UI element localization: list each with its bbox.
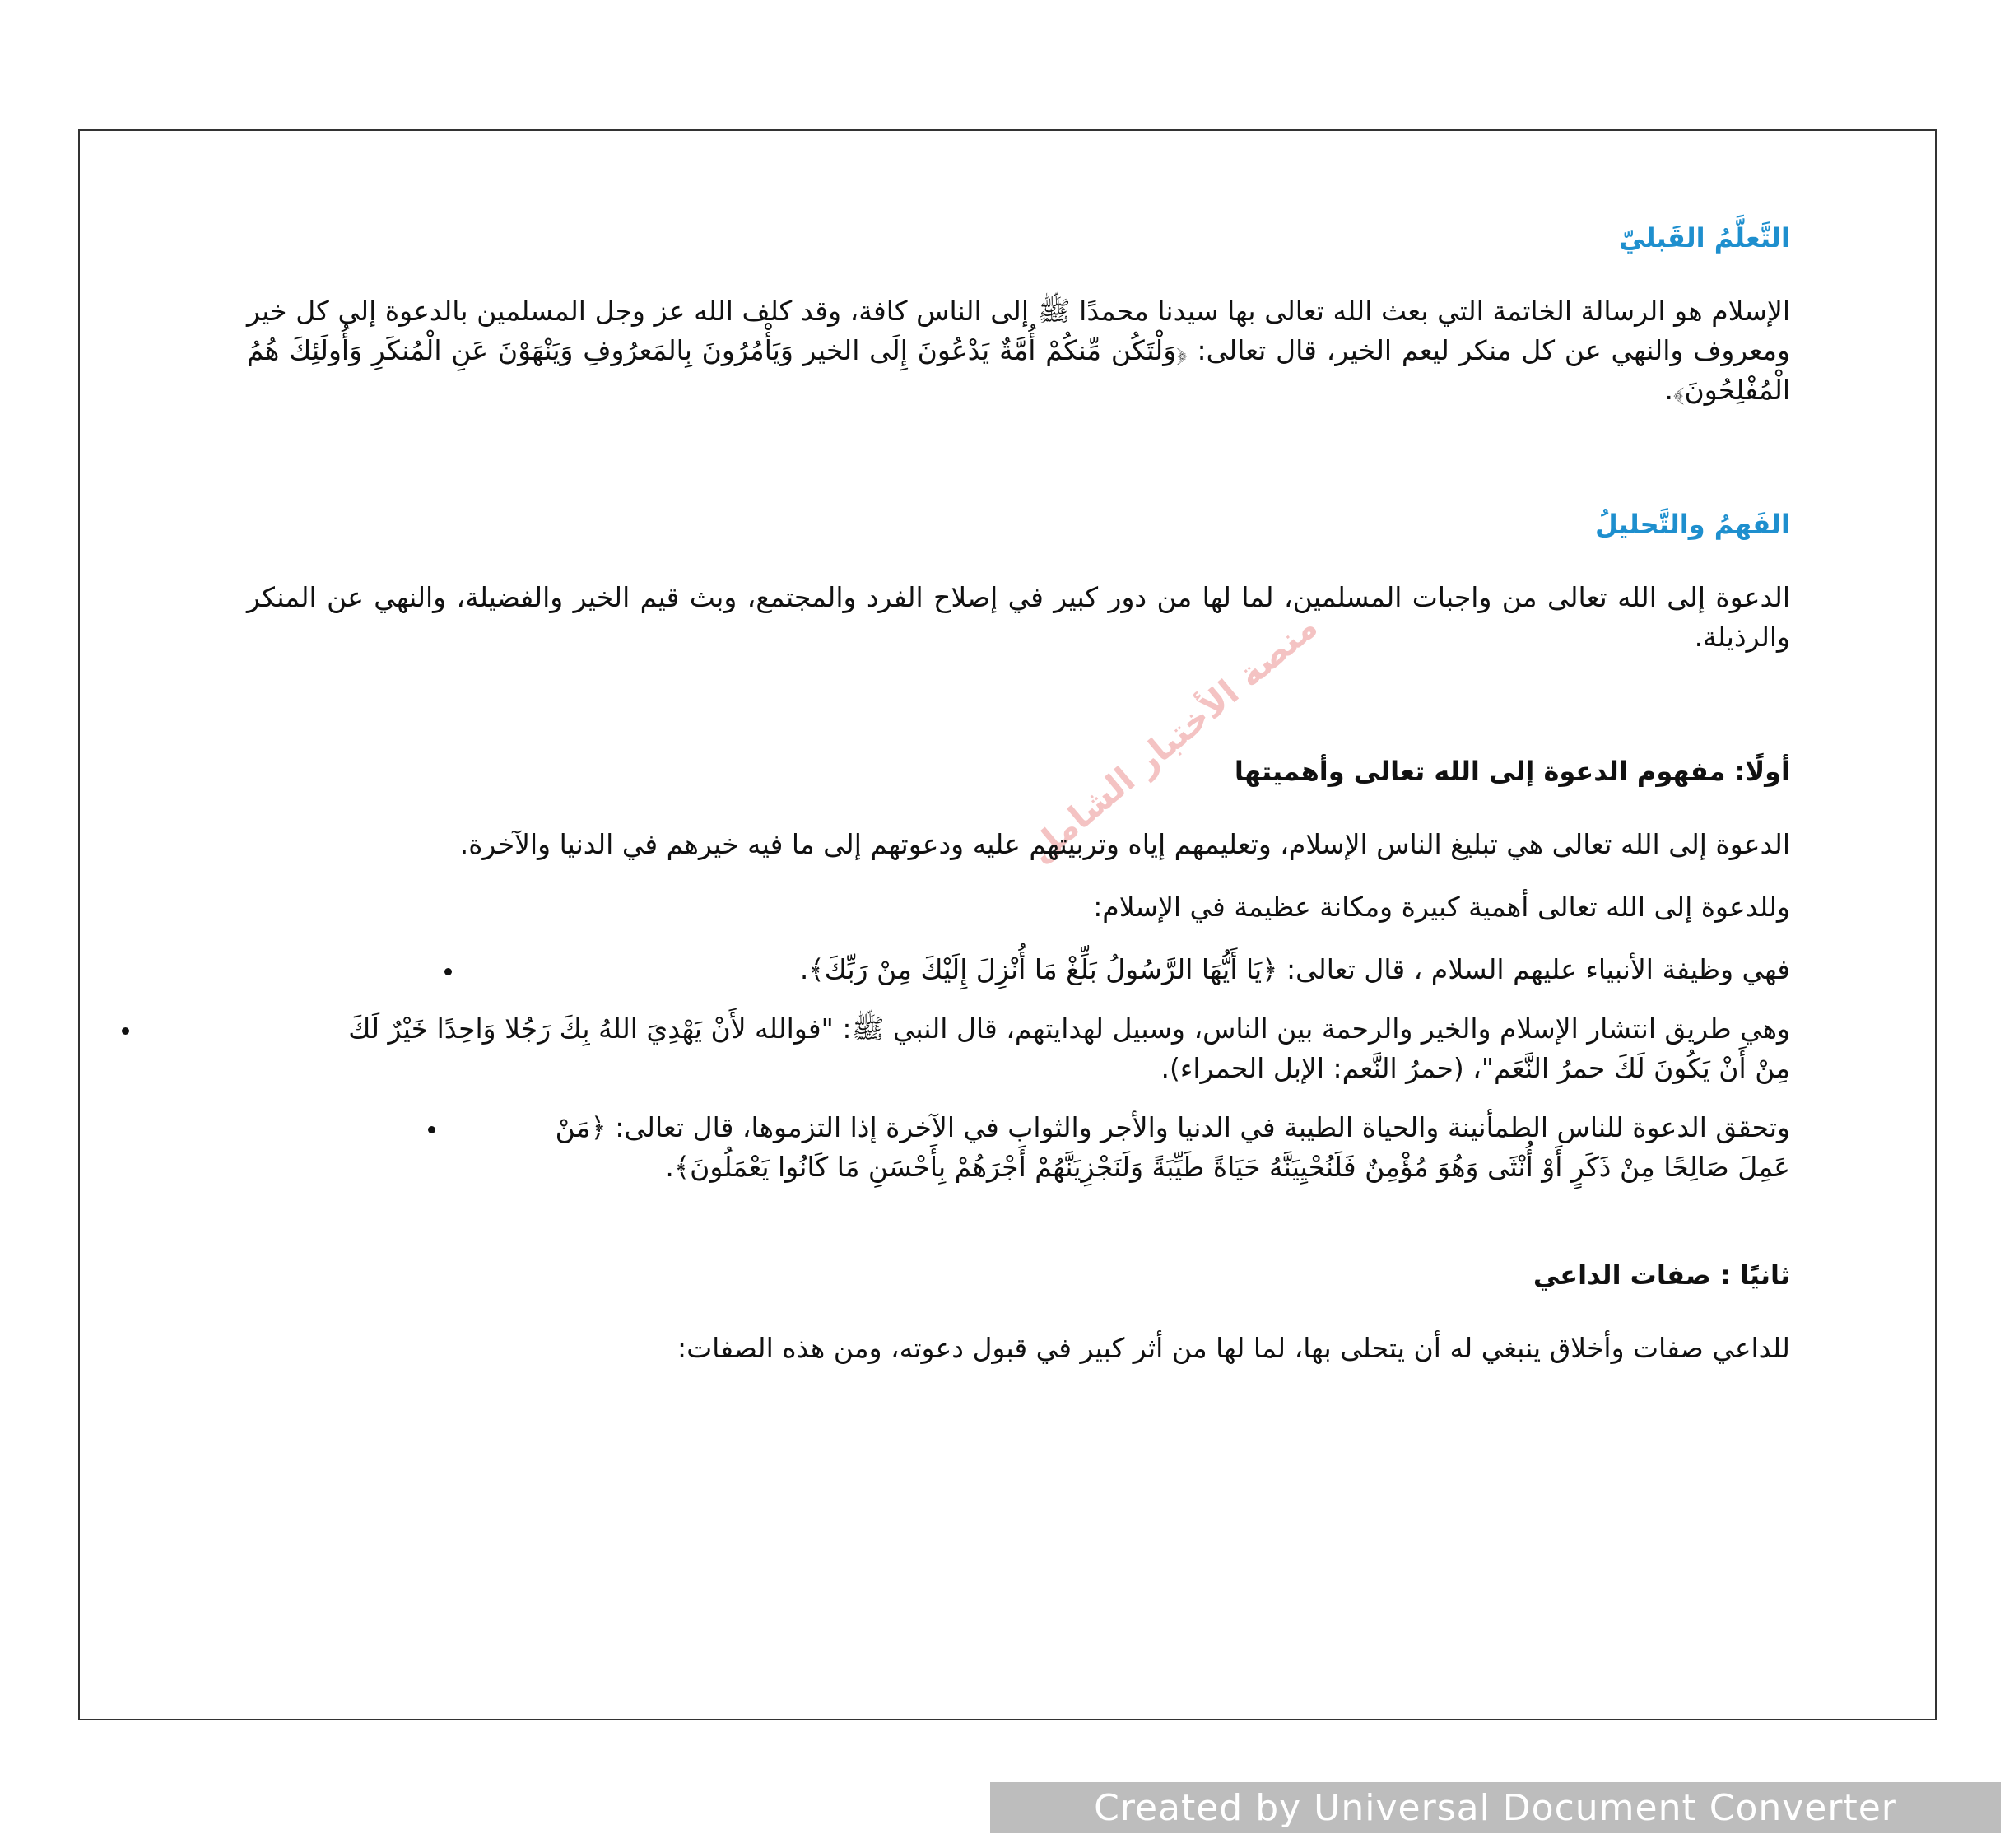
heading-first-concept: أولًا: مفهوم الدعوة إلى الله تعالى وأهميتها [1234, 756, 1790, 787]
bullet-icon [428, 1126, 435, 1133]
paragraph-understanding: الدعوة إلى الله تعالى من واجبات المسلمين، لما لها من دور كبير في إصلاح الفرد والمجتمع، وبث قيم الخير والفضيلة، والنهي عن المنكر والرذيلة. [247, 581, 1790, 653]
list-item-text: وهي طريق انتشار الإسلام والخير والرحمة بين الناس، وسبيل لهدايتهم، قال النبي ﷺ: "فوالله لأَنْ يَهْدِيَ اللهُ بِكَ رَجُلا وَاحِدًا خَيْرٌ لَكَ مِنْ أَنْ يَكُونَ لَكَ حمرُ النَّعَم"، (حمرُ النَّعم: الإبل الحمراء). [348, 1012, 1790, 1084]
watermark: منصة الأختبار الشامل [1021, 606, 1325, 871]
heading-second-qualities: ثانيًا : صفات الداعي [1533, 1259, 1790, 1291]
list-item [519, 950, 1790, 989]
paragraph-prior-learning: الإسلام هو الرسالة الخاتمة التي بعث الله تعالى بها سيدنا محمدًا ﷺ إلى الناس كافة، وقد كلف الله عز وجل المسلمين بالدعوة إلى كل خير ومعروف والنهي عن كل منكر ليعم الخير، قال تعالى: ﴿وَلْتَكُن مِّنكُمْ أُمَّةٌ يَدْعُونَ إِلَى الخير وَيَأْمُرُونَ بِالمَعرُوفِ وَيَنْهَوْنَ عَنِ الْمُنكَرِ وَأُولَئِكَ هُمُ الْمُفْلِحُونَ﴾. [247, 295, 1790, 406]
document-content [247, 222, 1790, 1391]
bullet-icon [122, 1027, 129, 1035]
heading-understanding: الفَهمُ والتَّحليلُ [1594, 509, 1790, 540]
list-item-text: فهي وظيفة الأنبياء عليهم السلام ، قال تعالى: ﴿يَا أَيُّهَا الرَّسُولُ بَلِّغْ مَا أُنْزِلَ إِلَيْكَ مِنْ رَبِّكَ﴾. [799, 953, 1790, 985]
heading-prior-learning: التَّعلَّمُ القَبليّ [1619, 222, 1790, 254]
bullet-icon [444, 968, 452, 975]
importance-list [247, 950, 1790, 1187]
paragraph-first-importance: وللدعوة إلى الله تعالى أهمية كبيرة ومكانة عظيمة في الإسلام: [1093, 891, 1790, 923]
paragraph-second-qualities: للداعي صفات وأخلاق ينبغي له أن يتحلى بها، لما لها من أثر كبير في قبول دعوته، ومن هذه الصفات: [677, 1332, 1790, 1364]
list-item [510, 1108, 1790, 1187]
list-item [337, 1009, 1790, 1088]
paragraph-first-definition: الدعوة إلى الله تعالى هي تبليغ الناس الإسلام، وتعليمهم إياه وتربيتهم عليه ودعوتهم إلى ما فيه خيرهم في الدنيا والآخرة. [459, 828, 1790, 860]
list-item-text: وتحقق الدعوة للناس الطمأنينة والحياة الطيبة في الدنيا والأجر والثواب في الآخرة إذا التزموها، قال تعالى: ﴿مَنْ عَمِلَ صَالِحًا مِنْ ذَكَرٍ أَوْ أُنْثَى وَهُوَ مُؤْمِنٌ فَلَنُحْيِيَنَّهُ حَيَاةً طَيِّبَةً وَلَنَجْزِيَنَّهُمْ أَجْرَهُمْ بِأَحْسَنِ مَا كَانُوا يَعْمَلُونَ﴾. [555, 1111, 1790, 1183]
converter-banner: Created by Universal Document Converter [990, 1782, 2001, 1833]
